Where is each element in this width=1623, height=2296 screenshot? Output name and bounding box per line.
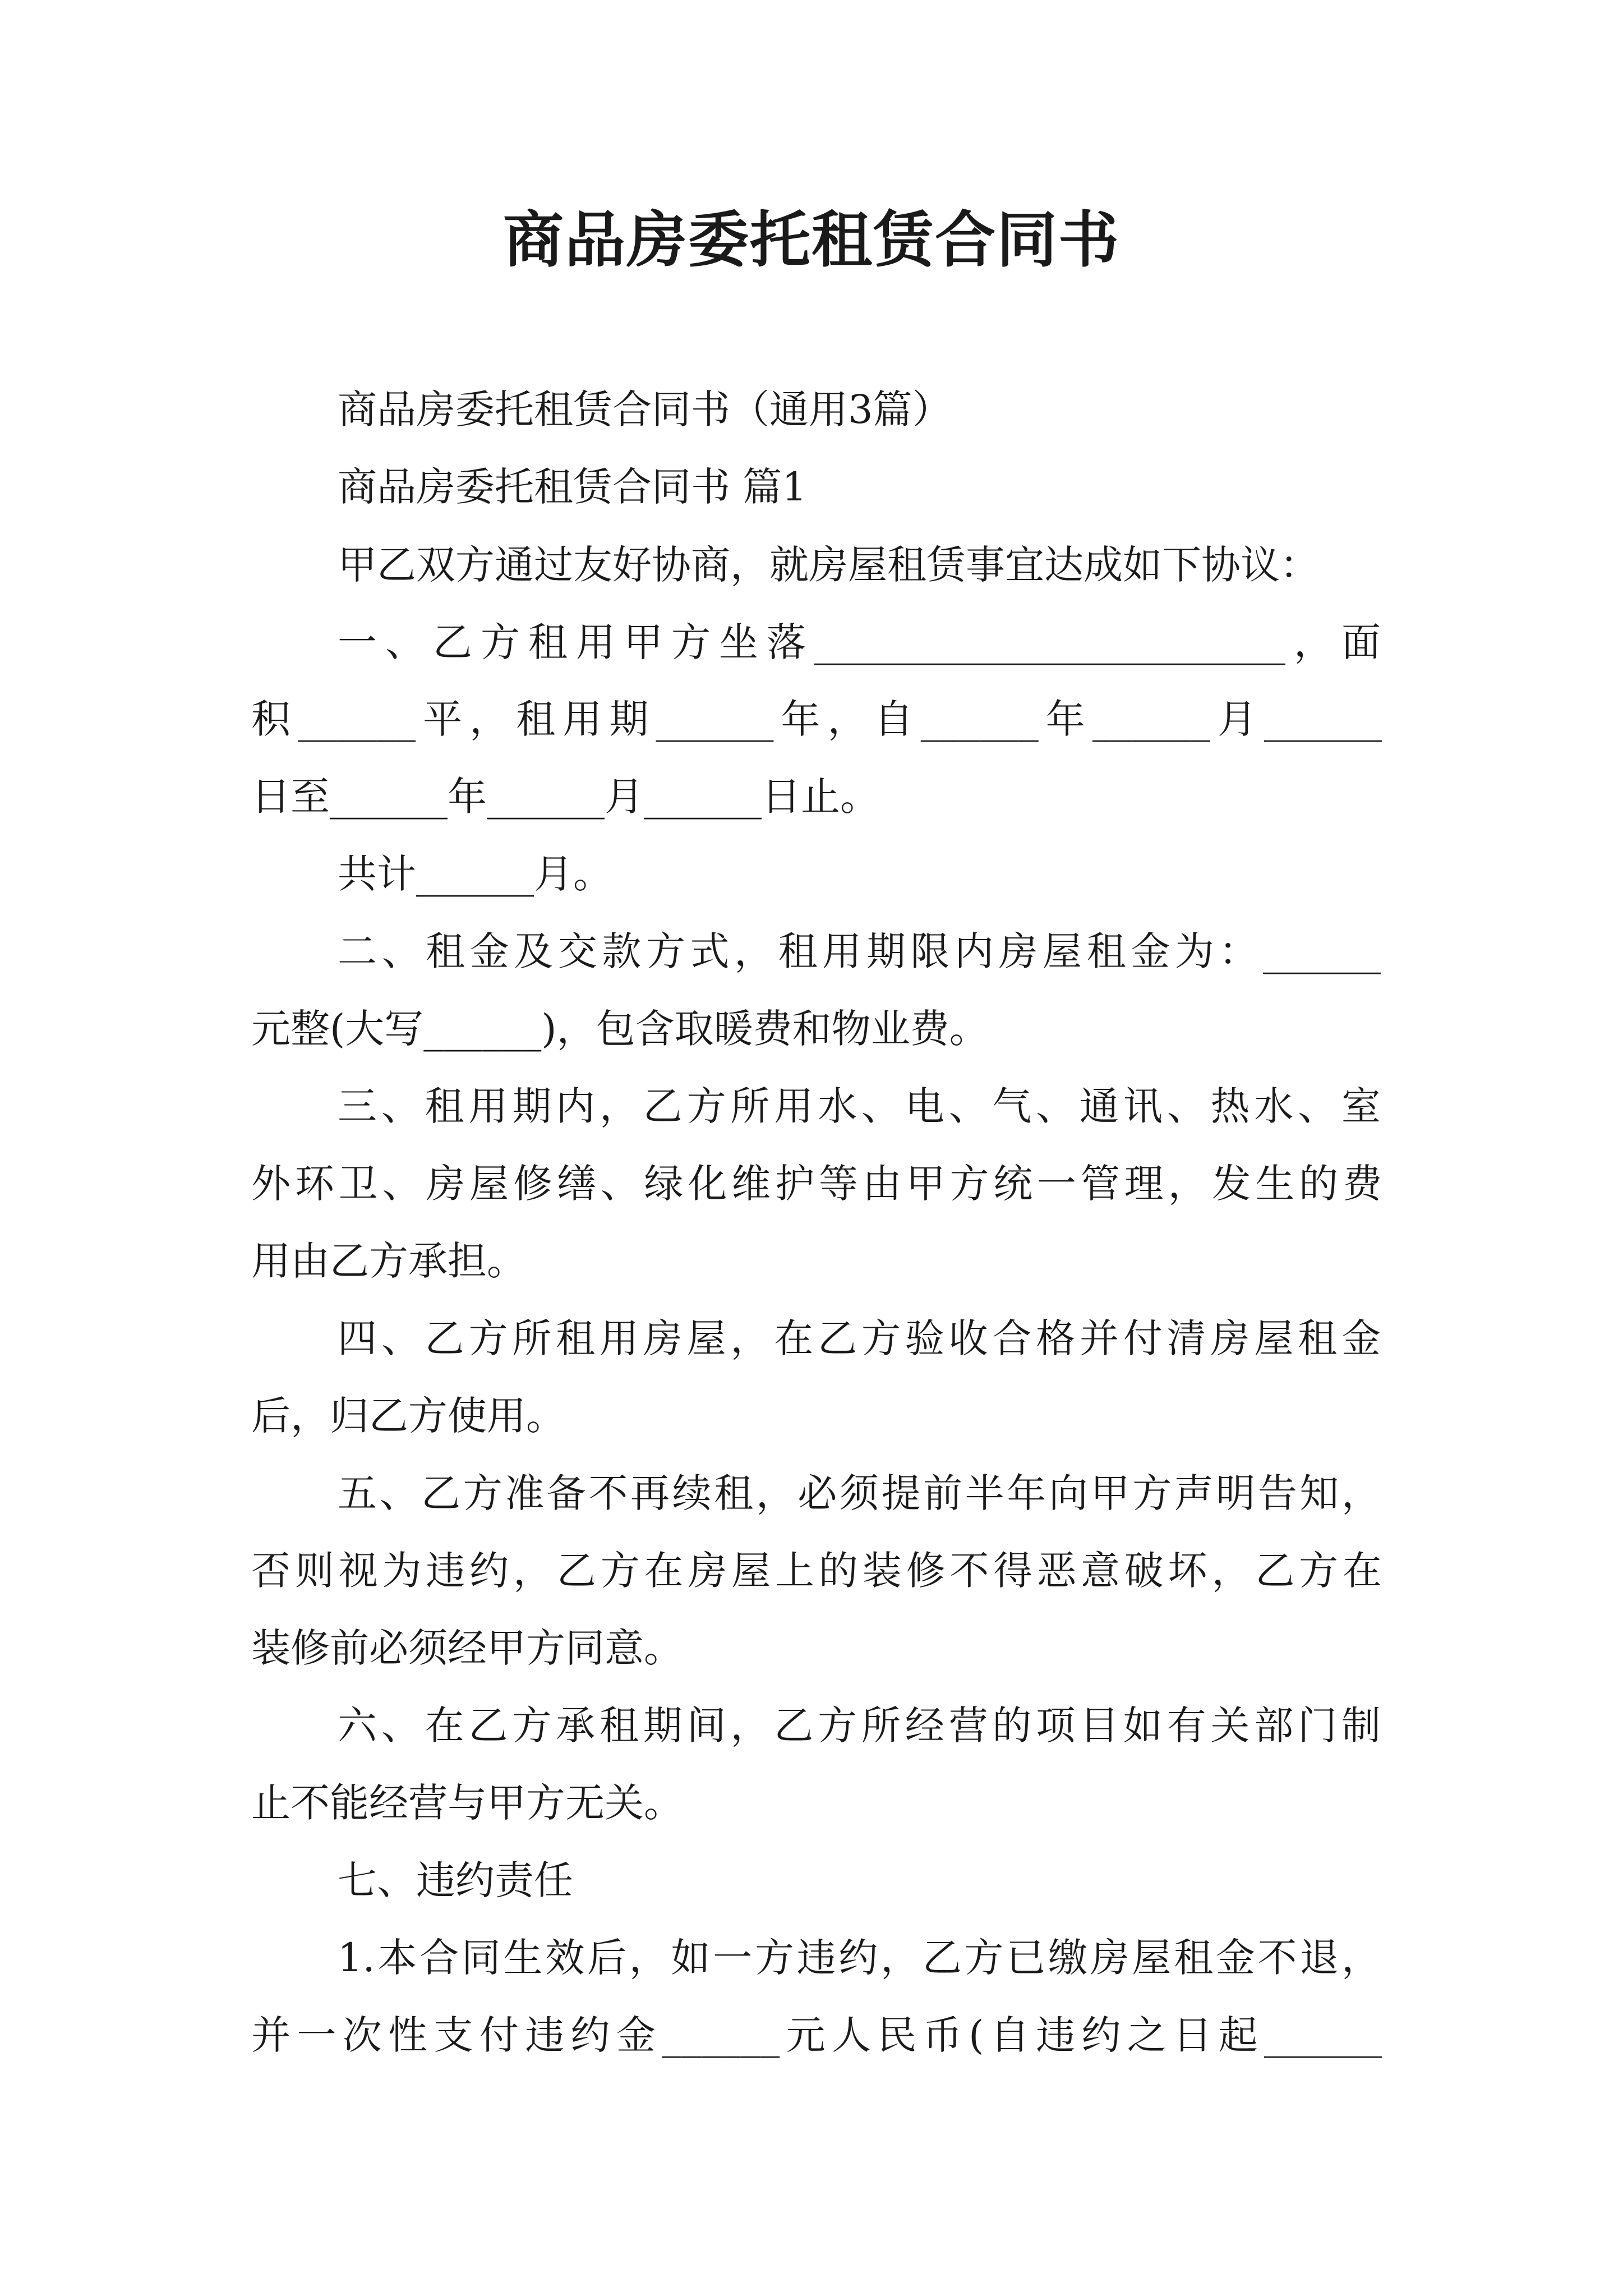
subtitle-line: 商品房委托租赁合同书（通用3篇） [338,386,952,432]
document-title: 商品房委托租赁合同书 [502,205,1120,275]
paragraph-line: 积______平，租用期______年，自______年______月______ [251,696,1382,742]
paragraph-line: 甲乙双方通过友好协商，就房屋租赁事宜达成如下协议： [338,542,1319,588]
paragraph-line: 六、在乙方承租期间，乙方所经营的项目如有关部门制 [338,1703,1381,1749]
paragraph-line: 日至______年______月______日止。 [251,774,879,820]
paragraph-line: 外环卫、房屋修缮、绿化维护等由甲方统一管理，发生的费 [251,1161,1382,1207]
paragraph-line: 共计______月。 [338,851,612,897]
paragraph-line: 1.本合同生效后，如一方违约，乙方已缴房屋租金不退， [338,1935,1381,1981]
paragraph-line: 元整(大写______)，包含取暖费和物业费。 [251,1006,989,1052]
paragraph-line: 并一次性支付违约金______元人民币(自违约之日起______ [251,2012,1382,2058]
paragraph-line: 止不能经营与甲方无关。 [251,1780,683,1826]
paragraph-line: 二、租金及交款方式，租用期限内房屋租金为：______ [338,928,1381,974]
section-heading: 商品房委托租赁合同书 篇1 [338,464,807,510]
paragraph-line: 五、乙方准备不再续租，必须提前半年向甲方声明告知， [338,1470,1381,1516]
paragraph-line: 三、租用期内，乙方所用水、电、气、通讯、热水、室 [338,1083,1381,1129]
paragraph-line: 否则视为违约，乙方在房屋上的装修不得恶意破坏，乙方在 [251,1548,1382,1594]
paragraph-line: 装修前必须经甲方同意。 [251,1625,683,1671]
paragraph-line: 四、乙方所租用房屋，在乙方验收合格并付清房屋租金 [338,1315,1381,1361]
paragraph-line: 一、乙方租用甲方坐落________________________，面 [338,619,1381,665]
section-heading: 七、违约责任 [338,1857,573,1903]
paragraph-line: 后，归乙方使用。 [251,1393,565,1439]
paragraph-line: 用由乙方承担。 [251,1238,526,1284]
